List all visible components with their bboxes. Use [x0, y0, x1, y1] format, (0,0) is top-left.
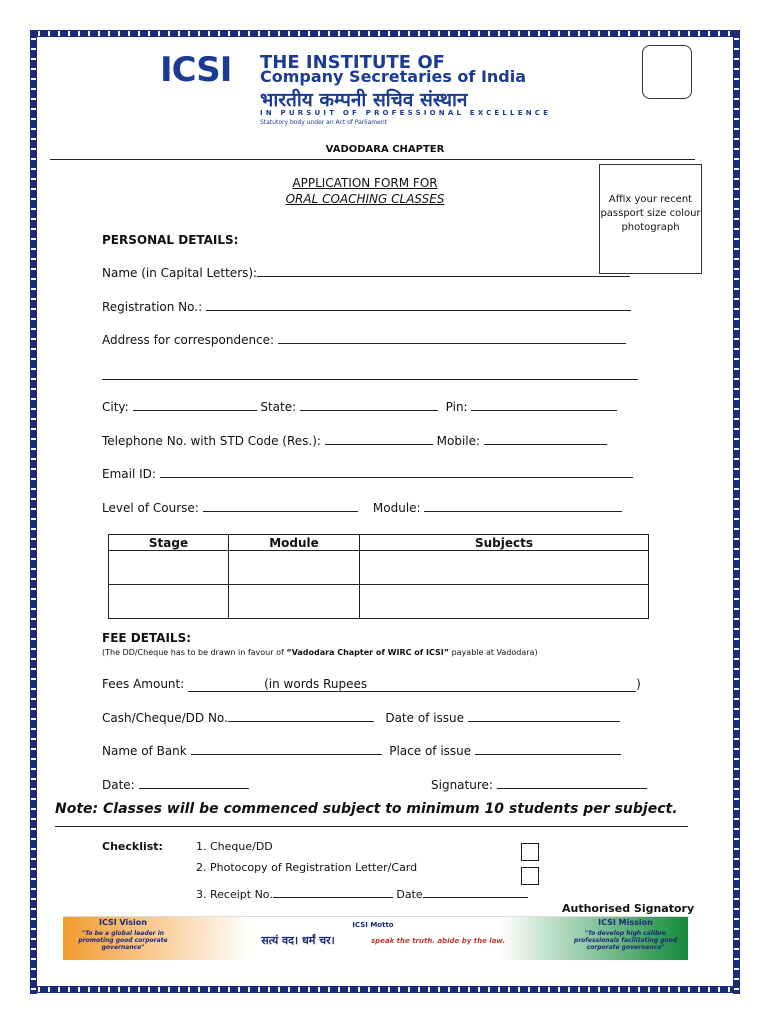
telephone-label: Telephone No. with STD Code (Res.):	[102, 434, 321, 448]
address-input-line[interactable]	[278, 333, 626, 344]
table-header-row	[109, 535, 649, 551]
checkbox-cheque[interactable]	[521, 843, 539, 861]
city-input-line[interactable]	[133, 400, 257, 411]
address-field[interactable]	[102, 333, 626, 347]
bank-name-input-line[interactable]	[191, 744, 382, 755]
email-field[interactable]	[102, 467, 633, 481]
pin-label: Pin:	[445, 400, 468, 414]
address-line-2[interactable]	[102, 379, 638, 380]
receipt-date-input-line[interactable]	[423, 887, 528, 898]
personal-details-heading: PERSONAL DETAILS:	[102, 233, 239, 247]
level-input-line[interactable]	[203, 501, 358, 512]
receipt-input-line[interactable]	[273, 887, 393, 898]
motto-hindi: सत्यं वद। धर्मं चर।	[261, 934, 335, 947]
cash-cheque-dd-input-line[interactable]	[228, 711, 374, 722]
address-label: Address for correspondence:	[102, 333, 275, 347]
bank-row	[102, 744, 621, 758]
receipt-date-label: Date	[396, 888, 423, 901]
page-border-left	[30, 30, 37, 994]
subjects-cell[interactable]	[360, 585, 649, 619]
motto-title: ICSI Motto	[352, 921, 394, 929]
checklist-item-registration: 2. Photocopy of Registration Letter/Card	[196, 861, 418, 874]
checklist-item-cheque: 1. Cheque/DD	[196, 840, 273, 853]
fee-instruction-suffix: payable at Vadodara)	[449, 648, 538, 657]
course-row	[102, 501, 622, 515]
fee-details-heading: FEE DETAILS:	[102, 631, 192, 645]
email-label: Email ID:	[102, 467, 156, 481]
date-input-line[interactable]	[139, 778, 249, 789]
registration-input-line[interactable]	[206, 300, 631, 311]
phone-row	[102, 434, 607, 448]
bank-name-label: Name of Bank	[102, 744, 187, 758]
subjects-table	[108, 534, 649, 619]
fee-instruction-payee: “Vadodara Chapter of WIRC of ICSI”	[286, 648, 450, 657]
table-row	[109, 551, 649, 585]
module-label: Module:	[372, 501, 421, 515]
pin-input-line[interactable]	[471, 400, 617, 411]
icsi-banner	[63, 916, 688, 960]
photo-box[interactable]	[599, 164, 702, 274]
page-border-bottom	[30, 986, 740, 993]
org-tagline: IN PURSUIT OF PROFESSIONAL EXCELLENCE	[260, 109, 552, 117]
registration-field[interactable]	[102, 300, 631, 314]
in-words-label: (in words Rupees	[264, 677, 368, 691]
email-input-line[interactable]	[160, 467, 633, 478]
place-of-issue-input-line[interactable]	[475, 744, 621, 755]
module-input-line[interactable]	[424, 501, 622, 512]
stage-cell[interactable]	[109, 551, 229, 585]
date-of-issue-label: Date of issue	[385, 711, 465, 725]
cash-cheque-dd-label: Cash/Cheque/DD No.	[102, 711, 228, 725]
corner-box	[642, 45, 692, 99]
vision-text: "To be a global leader in promoting good corporate governance"	[78, 930, 168, 951]
date-of-issue-input-line[interactable]	[468, 711, 620, 722]
page-border-top	[30, 30, 740, 37]
vision-title: ICSI Vision	[98, 918, 147, 927]
fees-amount-label: Fees Amount:	[102, 677, 185, 691]
state-input-line[interactable]	[300, 400, 438, 411]
org-statutory: Statutory body under an Act of Parliament	[260, 119, 387, 126]
receipt-label: 3. Receipt No.	[196, 888, 273, 901]
date-field[interactable]	[102, 778, 249, 792]
cash-row	[102, 711, 620, 725]
mission-title: ICSI Mission	[598, 918, 653, 927]
form-title: APPLICATION FORM FOR	[292, 176, 438, 190]
checklist-label: Checklist:	[102, 840, 163, 853]
name-field[interactable]	[102, 266, 630, 280]
mobile-label: Mobile:	[436, 434, 481, 448]
page-border-right	[733, 30, 740, 994]
signature-field[interactable]	[431, 778, 647, 792]
city-state-pin-row	[102, 400, 617, 414]
signature-label: Signature:	[431, 778, 493, 792]
note-divider	[55, 826, 688, 827]
state-label: State:	[260, 400, 297, 414]
name-input-line[interactable]	[257, 266, 630, 277]
chapter-name: VADODARA CHAPTER	[325, 144, 445, 155]
city-label: City:	[102, 400, 129, 414]
authorised-signatory: Authorised Signatory	[562, 902, 695, 915]
module-cell[interactable]	[229, 551, 360, 585]
signature-input-line[interactable]	[497, 778, 647, 789]
motto-english: speak the truth. abide by the law.	[370, 937, 506, 945]
telephone-input-line[interactable]	[325, 434, 433, 445]
fee-instruction-prefix: (The DD/Cheque has to be drawn in favour of	[102, 648, 287, 657]
header-divider	[50, 159, 695, 160]
icsi-logo: ICSI	[160, 50, 232, 90]
checklist-item-receipt	[196, 887, 528, 901]
fees-amount-row	[102, 677, 641, 692]
checkbox-registration[interactable]	[521, 867, 539, 885]
fee-instruction	[102, 648, 538, 657]
photo-box-text: Affix your recent passport size colour photograph	[600, 194, 701, 233]
mobile-input-line[interactable]	[484, 434, 607, 445]
date-label: Date:	[102, 778, 135, 792]
form-subtitle: ORAL COACHING CLASSES	[285, 192, 445, 206]
org-name-line2: Company Secretaries of India	[260, 67, 527, 86]
stage-cell[interactable]	[109, 585, 229, 619]
name-label: Name (in Capital Letters):	[102, 266, 258, 280]
mission-text: "To develop high calibre professionals facilitating good corporate governance"	[573, 930, 678, 951]
registration-label: Registration No.:	[102, 300, 203, 314]
place-of-issue-label: Place of issue	[389, 744, 472, 758]
subjects-header: Subjects	[360, 535, 649, 551]
level-of-course-label: Level of Course:	[102, 501, 199, 515]
fees-amount-input-line[interactable]	[188, 677, 636, 692]
stage-header: Stage	[109, 535, 229, 551]
module-cell[interactable]	[229, 585, 360, 619]
module-header: Module	[229, 535, 360, 551]
org-name-hindi: भारतीय कम्पनी सचिव संस्थान	[260, 89, 468, 111]
table-row	[109, 585, 649, 619]
org-name-line1: THE INSTITUTE OF	[260, 52, 445, 73]
classes-note: Note: Classes will be commenced subject to minimum 10 students per subject.	[55, 801, 678, 817]
close-paren: )	[636, 677, 641, 691]
subjects-cell[interactable]	[360, 551, 649, 585]
